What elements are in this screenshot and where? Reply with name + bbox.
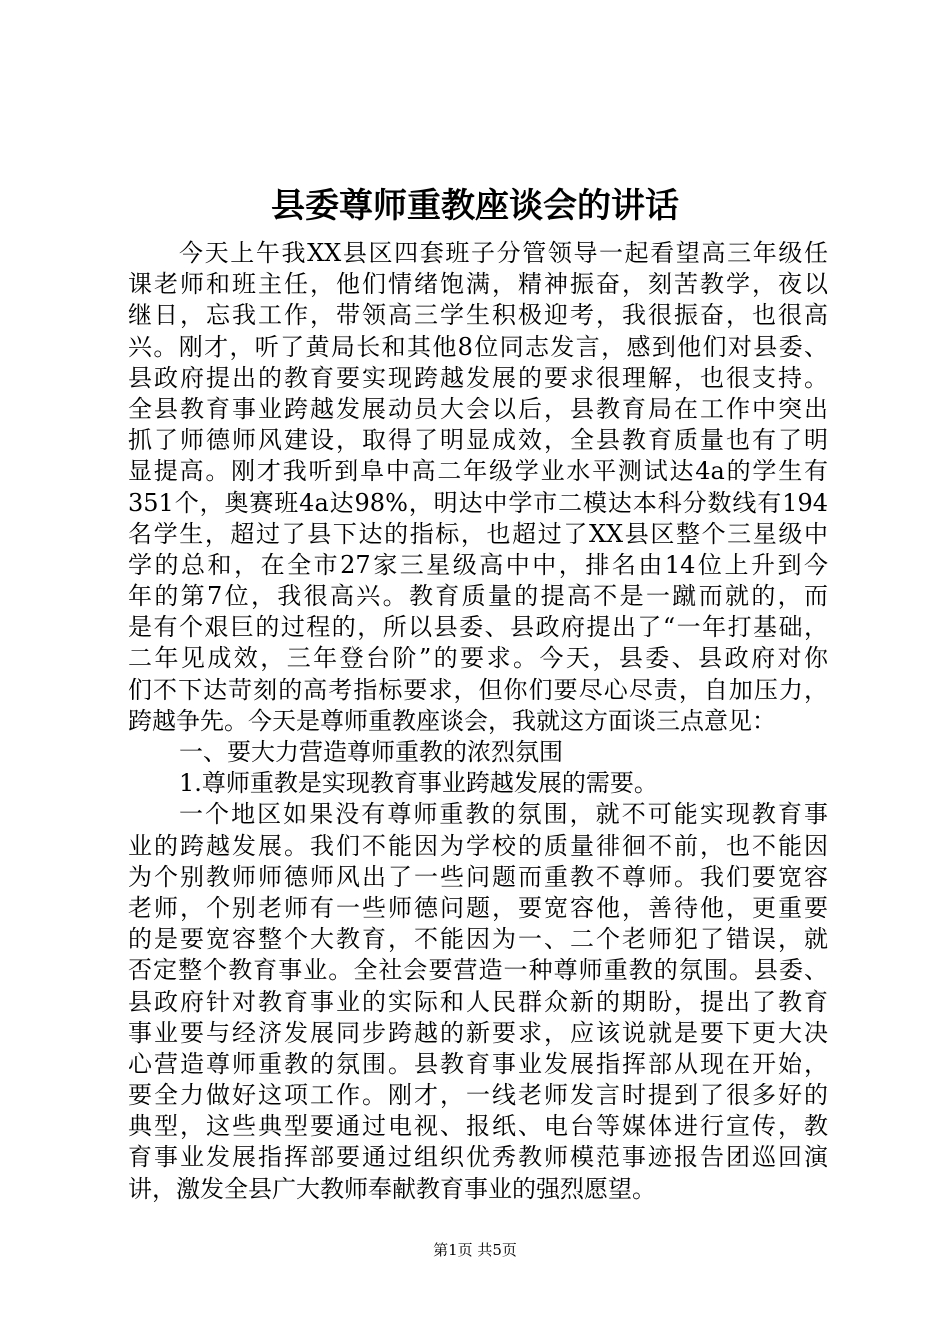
text-line: 今天上午我XX县区四套班子分管领导一起看望高三年级任: [179, 239, 828, 267]
text-line: 要全力做好这项工作。刚才，一线老师发言时提到了很多好的: [128, 1081, 828, 1110]
text-line: 兴。刚才，听了黄局长和其他8位同志发言，感到他们对县委、: [128, 332, 828, 361]
document-body: [128, 238, 828, 1205]
text-line: 老师，个别老师有一些师德问题，要宽容他，善待他，更重要: [128, 893, 828, 922]
text-line: 抓了师德师风建设，取得了明显成效，全县教育质量也有了明: [128, 426, 828, 455]
text-line: 县政府针对教育事业的实际和人民群众新的期盼，提出了教育: [128, 987, 828, 1016]
text-line: 课老师和班主任，他们情绪饱满，精神振奋，刻苦教学，夜以: [128, 270, 828, 299]
document-title: 县委尊师重教座谈会的讲话: [271, 186, 679, 226]
text-line: 否定整个教育事业。全社会要营造一种尊师重教的氛围。县委、: [128, 956, 828, 985]
text-line: 为个别教师师德师风出了一些问题而重教不尊师。我们要宽容: [128, 862, 828, 891]
text-line: 全县教育事业跨越发展动员大会以后，县教育局在工作中突出: [128, 394, 828, 423]
text-line: 显提高。刚才我听到阜中高二年级学业水平测试达4a的学生有: [128, 457, 828, 486]
text-line: 业的跨越发展。我们不能因为学校的质量徘徊不前，也不能因: [128, 831, 828, 860]
text-line: 跨越争先。今天是尊师重教座谈会，我就这方面谈三点意见：: [128, 706, 776, 735]
page-number-footer: 第1页 共5页: [433, 1241, 517, 1259]
text-line: 们不下达苛刻的高考指标要求，但你们要尽心尽责，自加压力，: [128, 675, 828, 704]
text-line: 心营造尊师重教的氛围。县教育事业发展指挥部从现在开始，: [128, 1049, 828, 1078]
text-line: 讲，激发全县广大教师奉献教育事业的强烈愿望。: [128, 1174, 656, 1203]
text-line: 育事业发展指挥部要通过组织优秀教师模范事迹报告团巡回演: [128, 1143, 828, 1172]
text-line: 二年见成效，三年登台阶”的要求。今天，县委、县政府对你: [128, 644, 828, 673]
text-line: 是有个艰巨的过程的，所以县委、县政府提出了“一年打基础，: [128, 613, 828, 642]
text-line: 典型，这些典型要通过电视、报纸、电台等媒体进行宣传，教: [128, 1112, 828, 1141]
text-line: 继日，忘我工作，带领高三学生积极迎考，我很振奋，也很高: [128, 301, 828, 330]
text-line: 一个地区如果没有尊师重教的氛围，就不可能实现教育事: [179, 800, 828, 829]
section-heading: 一、要大力营造尊师重教的浓烈氛围: [179, 738, 563, 766]
text-line: 年的第7位，我很高兴。教育质量的提高不是一蹴而就的，而: [128, 582, 828, 611]
text-line: 的是要宽容整个大教育，不能因为一、二个老师犯了错误，就: [128, 925, 828, 954]
subsection-heading: 1.尊师重教是实现教育事业跨越发展的需要。: [179, 769, 658, 798]
text-line: 351个，奥赛班4a达98%，明达中学市二模达本科分数线有194: [128, 488, 828, 517]
text-line: 县政府提出的教育要实现跨越发展的要求很理解，也很支持。: [128, 363, 828, 392]
text-line: 学的总和，在全市27家三星级高中中，排名由14位上升到今: [128, 550, 828, 579]
text-line: 事业要与经济发展同步跨越的新要求，应该说就是要下更大决: [128, 1018, 828, 1047]
text-line: 名学生，超过了县下达的指标，也超过了XX县区整个三星级中: [128, 519, 828, 548]
